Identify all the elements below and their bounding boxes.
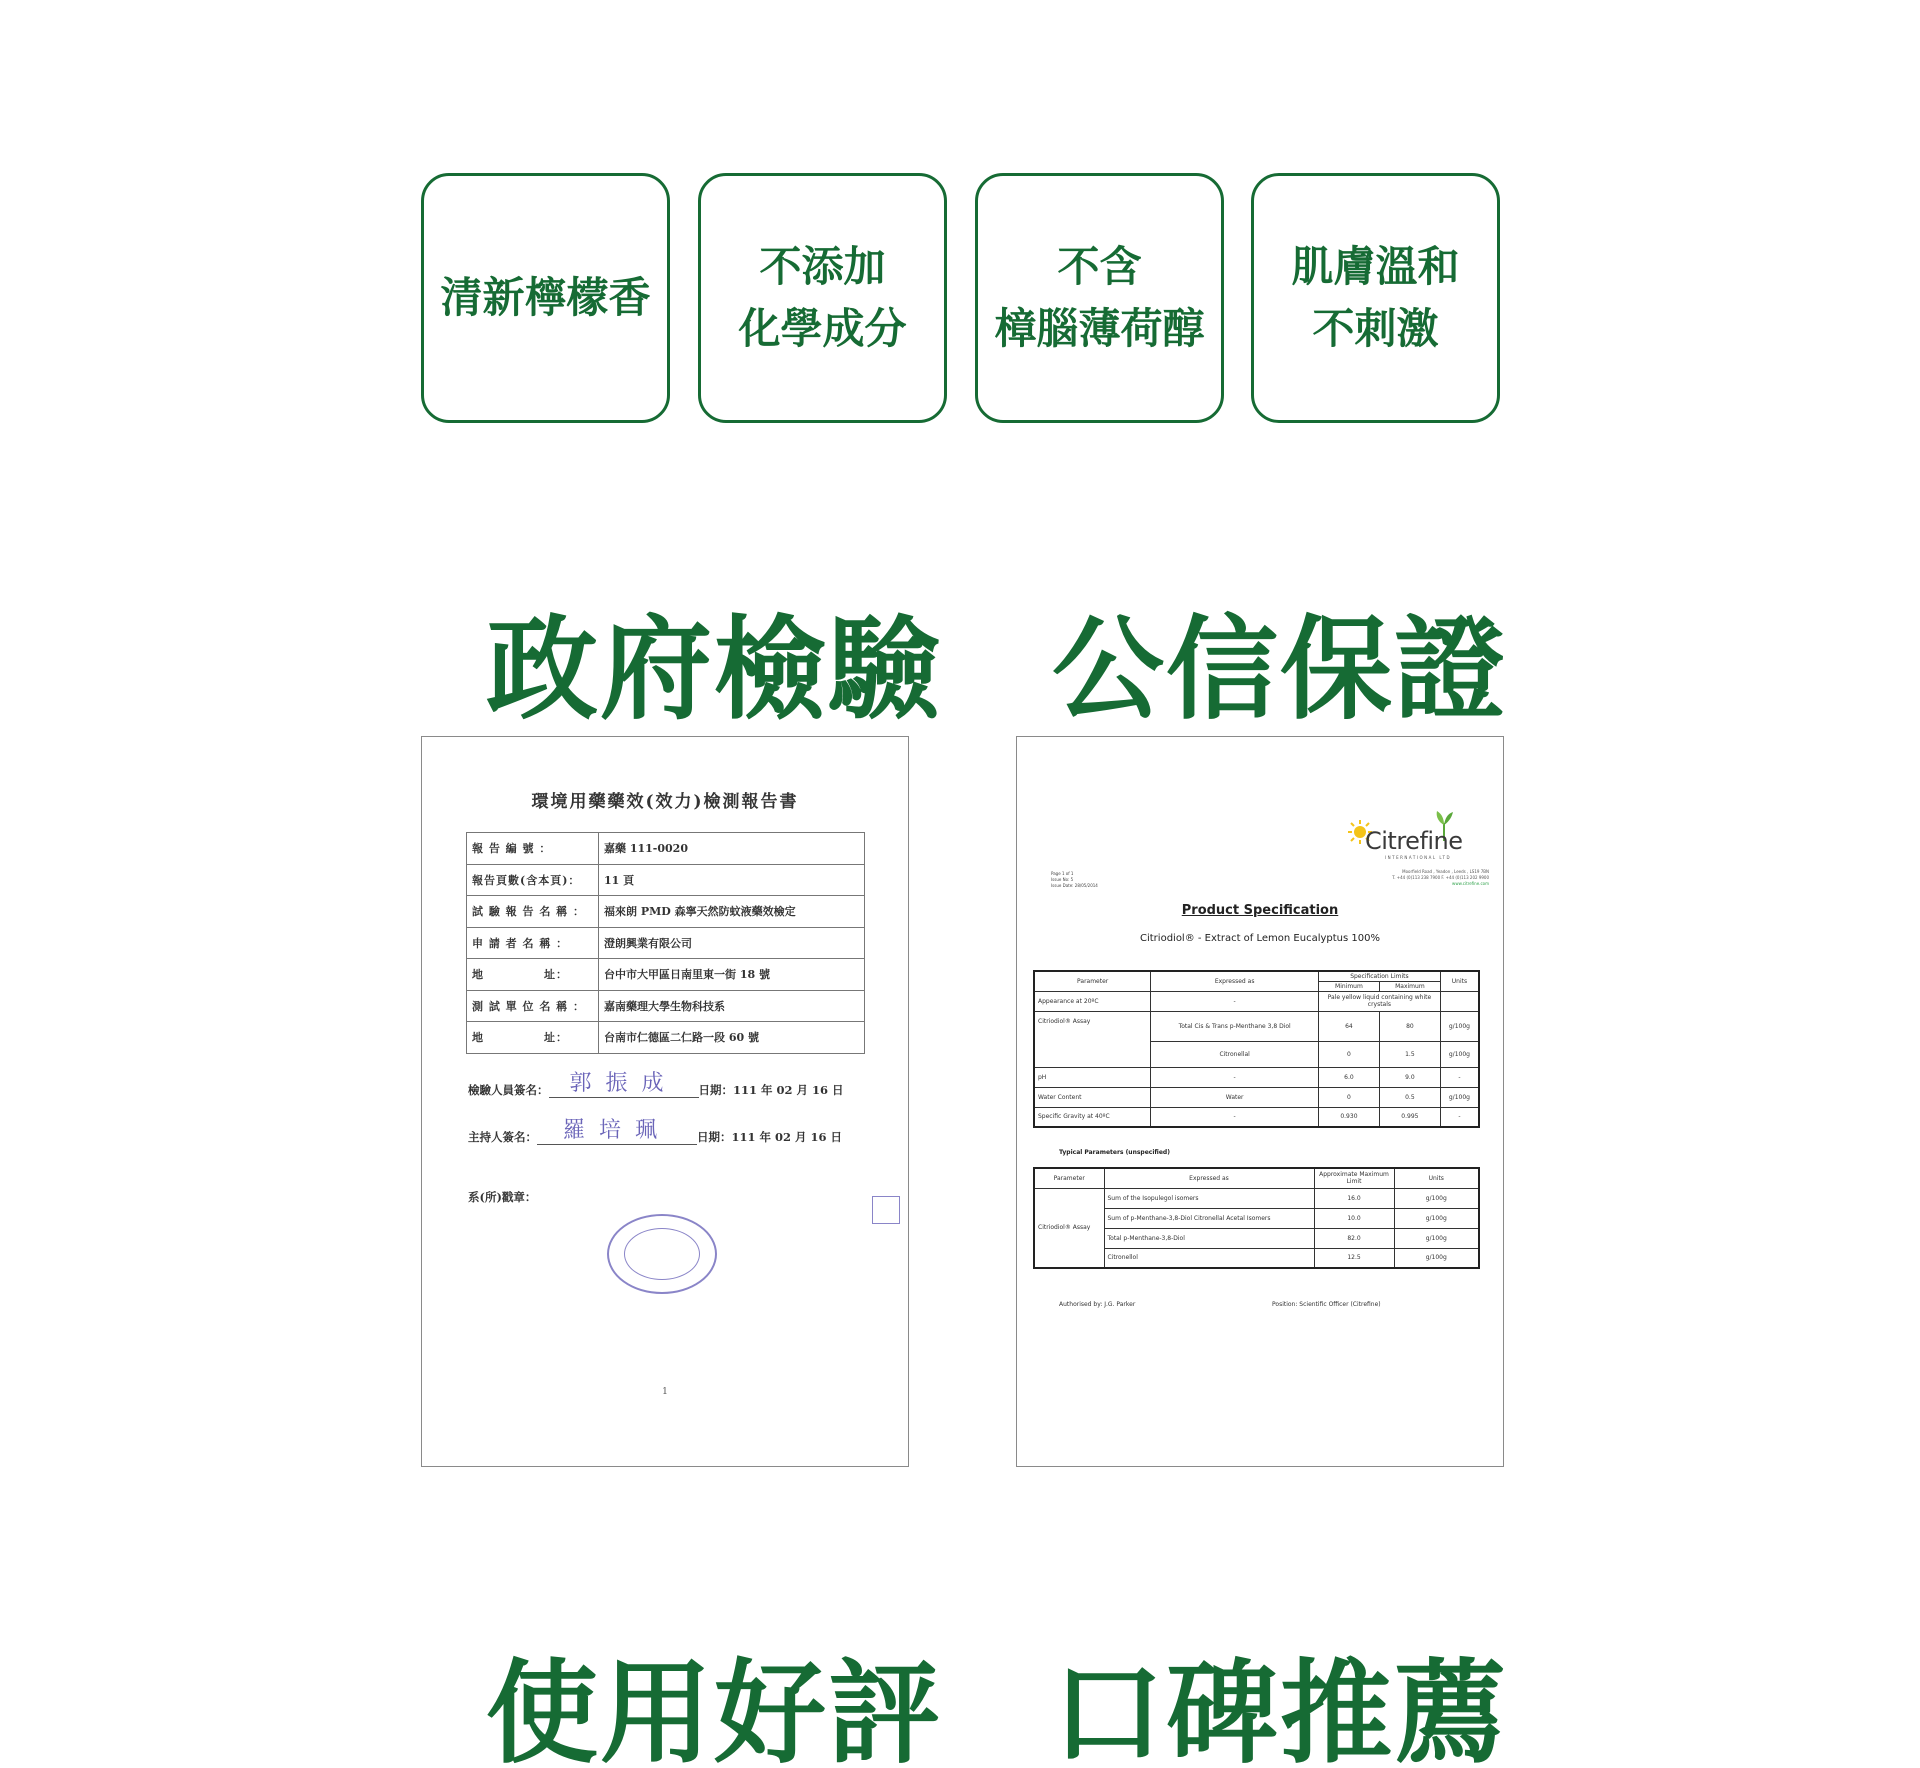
feature-card-lemon-scent — [421, 173, 670, 423]
authorised-by: Authorised by: J.G. Parker — [1059, 1301, 1136, 1308]
headline-text-right: 口碑推薦 — [1052, 1649, 1508, 1768]
table-row: Specific Gravity at 40ºC - 0.930 0.995 - — [1034, 1107, 1479, 1127]
table-header-row: Minimum Maximum — [1034, 981, 1479, 991]
table-row: Water Content Water 0 0.5 g/100g — [1034, 1087, 1479, 1107]
feature-text: 不刺激 — [1312, 304, 1439, 353]
spec-title: Product Specification — [1181, 903, 1339, 918]
headline-text-left: 使用好評 — [486, 1649, 942, 1768]
page-number: 1 — [662, 1387, 668, 1397]
small-seal-stamp — [872, 1196, 900, 1224]
table-row: 申 請 者 名 稱 ： 澄朗興業有限公司 — [467, 927, 865, 959]
table-row: Total p-Menthane-3,8-Diol 82.0 g/100g — [1034, 1228, 1479, 1248]
table-row: 地 址： 台中市大甲區日南里東一街 18 號 — [467, 959, 865, 991]
typical-parameters-label: Typical Parameters (unspecified) — [1059, 1149, 1170, 1156]
feature-card-no-chemicals — [698, 173, 947, 423]
typical-parameters-table — [1033, 1167, 1480, 1269]
inspector-signature: 郭振成 — [549, 1072, 699, 1098]
feature-text: 不添加 — [759, 242, 886, 291]
test-report-document — [421, 736, 909, 1467]
table-row: 報 告 編 號 ： 嘉藥 111-0020 — [467, 833, 865, 865]
host-signature: 羅培珮 — [537, 1119, 697, 1145]
table-row: Citronellal 0 1.5 g/100g — [1034, 1041, 1479, 1067]
table-row: Citronellol 12.5 g/100g — [1034, 1248, 1479, 1268]
position: Position: Scientific Officer (Citrefine) — [1272, 1301, 1381, 1308]
report-info-table — [466, 832, 865, 1054]
table-row: 地 址： 台南市仁德區二仁路一段 60 號 — [467, 1022, 865, 1054]
product-spec-document — [1016, 736, 1504, 1467]
headline-reviews — [486, 1624, 1508, 1768]
seal-label: 系(所)戳章： — [468, 1190, 537, 1204]
table-row: Citriodiol® Assay Sum of the Isopulegol isomers 16.0 g/100g — [1034, 1188, 1479, 1208]
inspector-signature-row — [468, 1072, 844, 1098]
feature-text: 肌膚溫和 — [1291, 242, 1460, 291]
table-row: Appearance at 20ºC - Pale yellow liquid containing white crystals — [1034, 991, 1479, 1011]
department-seal-stamp — [607, 1214, 717, 1294]
spec-subtitle: Citriodiol® - Extract of Lemon Eucalyptus 100% — [1140, 933, 1380, 944]
table-row: Citriodiol® Assay Total Cis & Trans p-Menthane 3,8 Diol 64 80 g/100g — [1034, 1011, 1479, 1041]
specification-table — [1033, 970, 1480, 1128]
host-date: 日期：111 年 02 月 16 日 — [697, 1130, 843, 1144]
table-header-row: Parameter Expressed as Approximate Maximum Limit Units — [1034, 1168, 1479, 1188]
table-row: Sum of p-Menthane-3,8-Diol Citronellal Acetal Isomers 10.0 g/100g — [1034, 1208, 1479, 1228]
host-label: 主持人簽名： — [468, 1130, 537, 1144]
seal-row — [468, 1189, 536, 1205]
table-row: 試 驗 報 告 名 稱 ： 福來朗 PMD 森寧天然防蚊液藥效檢定 — [467, 896, 865, 928]
feature-card-gentle-skin — [1251, 173, 1500, 423]
report-title: 環境用藥藥效(效力)檢測報告書 — [531, 792, 799, 812]
host-signature-row — [468, 1119, 842, 1145]
inspector-label: 檢驗人員簽名： — [468, 1083, 549, 1097]
company-address: Moorfield Road , Yeadon , Leeds , LS19 7BN T. +44 (0)113 238 7900 F. +44 (0)113 202 9900 www.citrefine.com — [1392, 869, 1489, 886]
logo-subtitle: INTERNATIONAL LTD — [1385, 855, 1452, 860]
website: www.citrefine.com — [1452, 881, 1489, 886]
feature-text: 化學成分 — [738, 304, 907, 353]
table-row: pH - 6.0 9.0 - — [1034, 1067, 1479, 1087]
logo-text: Citrefine — [1365, 827, 1463, 855]
issue-meta: Page 1 of 1 Issue No: 5 Issue Date: 28/05/2014 — [1051, 871, 1098, 888]
feature-card-no-camphor — [975, 173, 1224, 423]
table-header-row: Parameter Expressed as Specification Limits Units — [1034, 971, 1479, 981]
headline-text-right: 公信保證 — [1052, 605, 1508, 735]
feature-cards — [421, 173, 1500, 423]
citrefine-logo — [1347, 811, 1487, 867]
feature-text: 樟腦薄荷醇 — [994, 304, 1205, 353]
feature-text: 清新檸檬香 — [440, 273, 651, 322]
feature-text: 不含 — [1057, 242, 1142, 291]
table-row: 測 試 單 位 名 稱 ： 嘉南藥理大學生物科技系 — [467, 990, 865, 1022]
table-row: 報告頁數(含本頁)： 11 頁 — [467, 864, 865, 896]
headline-text-left: 政府檢驗 — [486, 605, 942, 735]
inspector-date: 日期：111 年 02 月 16 日 — [698, 1083, 844, 1097]
headline-inspection — [486, 580, 1508, 741]
